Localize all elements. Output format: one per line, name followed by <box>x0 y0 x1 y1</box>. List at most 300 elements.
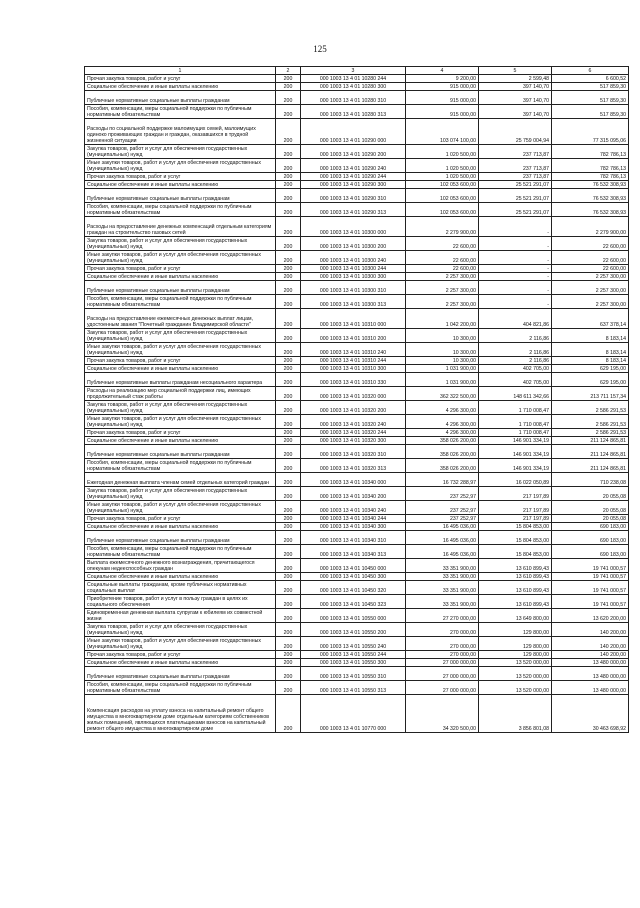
row-classification: 000 1003 13 4 01 10300 244 <box>301 265 406 273</box>
table-row <box>85 581 629 595</box>
row-classification: 000 1003 13 4 01 10320 310 <box>301 445 406 459</box>
table-row <box>85 595 629 609</box>
row-executed-amount: 397 140,70 <box>479 83 552 91</box>
row-approved-amount: 10 300,00 <box>406 329 479 343</box>
row-classification: 000 1003 13 4 01 10450 300 <box>301 573 406 581</box>
row-approved-amount: 33 351 900,00 <box>406 581 479 595</box>
row-name: Прочая закупка товаров, работ и услуг <box>85 357 276 365</box>
row-name: Социальное обеспечение и иные выплаты населению <box>85 523 276 531</box>
row-code: 200 <box>276 415 301 429</box>
row-name: Публичные нормативные социальные выплаты гражданам <box>85 531 276 545</box>
row-executed-amount: 13 520 000,00 <box>479 667 552 681</box>
row-unexecuted-amount: 2 586 291,53 <box>552 401 629 415</box>
row-approved-amount: 9 200,00 <box>406 75 479 83</box>
row-classification: 000 1003 13 4 01 10320 244 <box>301 429 406 437</box>
row-name: Пособия, компенсации, меры социальной поддержки по публичным нормативным обязательствам <box>85 681 276 695</box>
row-executed-amount: 237 713,87 <box>479 173 552 181</box>
row-name: Прочая закупка товаров, работ и услуг <box>85 651 276 659</box>
row-classification: 000 1003 13 4 01 10300 240 <box>301 251 406 265</box>
row-executed-amount: 1 710 008,47 <box>479 429 552 437</box>
row-name: Публичные нормативные социальные выплаты гражданам <box>85 445 276 459</box>
row-classification: 000 1003 13 4 01 10310 000 <box>301 309 406 329</box>
row-classification: 000 1003 13 4 01 10300 200 <box>301 237 406 251</box>
row-name: Приобретение товаров, работ и услуг в пользу граждан в целях их социального обеспечения <box>85 595 276 609</box>
table-row <box>85 329 629 343</box>
row-code: 200 <box>276 387 301 401</box>
table-row <box>85 159 629 173</box>
row-unexecuted-amount: 22 600,00 <box>552 265 629 273</box>
row-classification: 000 1003 13 4 01 10340 313 <box>301 545 406 559</box>
table-row <box>85 309 629 329</box>
column-number-row <box>85 67 629 75</box>
table-row <box>85 75 629 83</box>
row-code: 200 <box>276 667 301 681</box>
row-executed-amount: 237 713,87 <box>479 159 552 173</box>
row-unexecuted-amount: 8 183,14 <box>552 343 629 357</box>
row-approved-amount: 2 279 900,00 <box>406 217 479 237</box>
row-approved-amount: 237 252,97 <box>406 487 479 501</box>
row-name: Ежегодная денежная выплата членам семей отдельных категорий граждан <box>85 473 276 487</box>
row-name: Иные закупки товаров, работ и услуг для обеспечения государственных (муниципальных) нужд <box>85 343 276 357</box>
row-executed-amount: 129 800,00 <box>479 651 552 659</box>
table-row <box>85 401 629 415</box>
row-name: Социальное обеспечение и иные выплаты населению <box>85 365 276 373</box>
row-unexecuted-amount: 211 124 865,81 <box>552 437 629 445</box>
table-row <box>85 119 629 145</box>
row-approved-amount: 2 257 300,00 <box>406 295 479 309</box>
row-code: 200 <box>276 445 301 459</box>
row-code: 200 <box>276 343 301 357</box>
row-code: 200 <box>276 145 301 159</box>
row-code: 200 <box>276 651 301 659</box>
row-name: Прочая закупка товаров, работ и услуг <box>85 173 276 181</box>
row-name: Иные закупки товаров, работ и услуг для обеспечения государственных (муниципальных) нужд <box>85 415 276 429</box>
row-executed-amount: 25 521 291,07 <box>479 181 552 189</box>
row-approved-amount: 237 252,97 <box>406 501 479 515</box>
row-unexecuted-amount: 690 183,00 <box>552 523 629 531</box>
row-unexecuted-amount: 517 859,30 <box>552 83 629 91</box>
row-approved-amount: 16 732 288,97 <box>406 473 479 487</box>
table-row <box>85 83 629 91</box>
row-approved-amount: 27 000 000,00 <box>406 659 479 667</box>
row-unexecuted-amount: 140 200,00 <box>552 651 629 659</box>
table-row <box>85 357 629 365</box>
row-name: Расходы на предоставление ежемесячных денежных выплат лицам, удостоенным звания "Почетный гражданин Владимирской области" <box>85 309 276 329</box>
row-code: 200 <box>276 357 301 365</box>
row-classification: 000 1003 13 4 01 10310 330 <box>301 373 406 387</box>
row-executed-amount: - <box>479 281 552 295</box>
column-header-4: 4 <box>406 67 479 75</box>
row-classification: 000 1003 13 4 01 10300 310 <box>301 281 406 295</box>
row-executed-amount: - <box>479 295 552 309</box>
column-header-1: 1 <box>85 67 276 75</box>
row-approved-amount: 4 296 300,00 <box>406 429 479 437</box>
row-unexecuted-amount: 517 859,30 <box>552 105 629 119</box>
row-code: 200 <box>276 173 301 181</box>
row-code: 200 <box>276 531 301 545</box>
row-code: 200 <box>276 515 301 523</box>
row-approved-amount: 33 351 900,00 <box>406 559 479 573</box>
row-executed-amount: 2 116,86 <box>479 329 552 343</box>
row-name: Иные закупки товаров, работ и услуг для обеспечения государственных (муниципальных) нужд <box>85 637 276 651</box>
row-approved-amount: 16 495 036,00 <box>406 523 479 531</box>
row-code: 200 <box>276 437 301 445</box>
row-approved-amount: 4 296 300,00 <box>406 415 479 429</box>
row-classification: 000 1003 13 4 01 10340 310 <box>301 531 406 545</box>
row-code: 200 <box>276 365 301 373</box>
row-executed-amount: - <box>479 237 552 251</box>
row-name: Социальное обеспечение и иные выплаты населению <box>85 273 276 281</box>
row-executed-amount: 129 800,00 <box>479 637 552 651</box>
row-classification: 000 1003 13 4 01 10340 200 <box>301 487 406 501</box>
row-approved-amount: 358 026 200,00 <box>406 445 479 459</box>
table-row <box>85 343 629 357</box>
row-unexecuted-amount: 20 055,08 <box>552 501 629 515</box>
table-row <box>85 173 629 181</box>
row-code: 200 <box>276 237 301 251</box>
row-classification: 000 1003 13 4 01 10290 000 <box>301 119 406 145</box>
row-code: 200 <box>276 217 301 237</box>
row-code: 200 <box>276 159 301 173</box>
row-name: Публичные нормативные выплаты гражданам несоциального характера <box>85 373 276 387</box>
table-row <box>85 105 629 119</box>
row-name: Публичные нормативные социальные выплаты гражданам <box>85 91 276 105</box>
row-code: 200 <box>276 273 301 281</box>
row-classification: 000 1003 13 4 01 10280 244 <box>301 75 406 83</box>
row-code: 200 <box>276 623 301 637</box>
table-row <box>85 651 629 659</box>
row-code: 200 <box>276 265 301 273</box>
row-classification: 000 1003 13 4 01 10320 313 <box>301 459 406 473</box>
row-name: Социальное обеспечение и иные выплаты населению <box>85 659 276 667</box>
row-classification: 000 1003 13 4 01 10310 240 <box>301 343 406 357</box>
row-executed-amount: - <box>479 251 552 265</box>
row-approved-amount: 1 031 900,00 <box>406 373 479 387</box>
row-name: Иные закупки товаров, работ и услуг для обеспечения государственных (муниципальных) нужд <box>85 501 276 515</box>
row-executed-amount: 237 713,87 <box>479 145 552 159</box>
row-executed-amount: 1 710 008,47 <box>479 401 552 415</box>
row-executed-amount: 217 197,89 <box>479 515 552 523</box>
table-row <box>85 667 629 681</box>
row-approved-amount: 1 020 500,00 <box>406 173 479 181</box>
row-classification: 000 1003 13 4 01 10300 000 <box>301 217 406 237</box>
row-unexecuted-amount: 2 279 900,00 <box>552 217 629 237</box>
row-name: Расходы по социальной поддержке малоимущих семей, малоимущих одиноко проживающих граждан и граждан, оказавшихся в трудной жизненной ситуации <box>85 119 276 145</box>
row-name: Закупка товаров, работ и услуг для обеспечения государственных (муниципальных) нужд <box>85 401 276 415</box>
row-name: Пособия, компенсации, меры социальной поддержки по публичным нормативным обязательствам <box>85 545 276 559</box>
row-unexecuted-amount: 690 183,00 <box>552 545 629 559</box>
page-number: 125 <box>313 44 327 54</box>
row-code: 200 <box>276 295 301 309</box>
row-executed-amount: 217 197,89 <box>479 501 552 515</box>
row-approved-amount: 33 351 900,00 <box>406 595 479 609</box>
column-header-2: 2 <box>276 67 301 75</box>
row-classification: 000 1003 13 4 01 10550 313 <box>301 681 406 695</box>
row-unexecuted-amount: 517 859,30 <box>552 91 629 105</box>
row-unexecuted-amount: 2 586 291,53 <box>552 415 629 429</box>
row-executed-amount: 146 901 334,19 <box>479 437 552 445</box>
table-row <box>85 637 629 651</box>
row-code: 200 <box>276 105 301 119</box>
row-unexecuted-amount: 629 195,00 <box>552 365 629 373</box>
row-name: Расходы на предоставление денежных компенсаций отдельным категориям граждан на строительство газовых сетей <box>85 217 276 237</box>
row-approved-amount: 237 252,97 <box>406 515 479 523</box>
row-approved-amount: 270 000,00 <box>406 651 479 659</box>
row-classification: 000 1003 13 4 01 10310 200 <box>301 329 406 343</box>
row-code: 200 <box>276 459 301 473</box>
row-executed-amount: - <box>479 265 552 273</box>
row-classification: 000 1003 13 4 01 10550 300 <box>301 659 406 667</box>
table-row <box>85 659 629 667</box>
table-row <box>85 145 629 159</box>
row-approved-amount: 362 322 500,00 <box>406 387 479 401</box>
row-classification: 000 1003 13 4 01 10340 244 <box>301 515 406 523</box>
row-name: Социальное обеспечение и иные выплаты населению <box>85 181 276 189</box>
row-executed-amount: 13 520 000,00 <box>479 681 552 695</box>
row-executed-amount: 397 140,70 <box>479 91 552 105</box>
row-executed-amount: 25 521 291,07 <box>479 203 552 217</box>
row-classification: 000 1003 13 4 01 10320 000 <box>301 387 406 401</box>
row-approved-amount: 27 000 000,00 <box>406 667 479 681</box>
row-name: Закупка товаров, работ и услуг для обеспечения государственных (муниципальных) нужд <box>85 145 276 159</box>
table-row <box>85 545 629 559</box>
row-unexecuted-amount: 2 586 291,53 <box>552 429 629 437</box>
row-classification: 000 1003 13 4 01 10320 200 <box>301 401 406 415</box>
row-unexecuted-amount: 77 315 095,06 <box>552 119 629 145</box>
table-row <box>85 501 629 515</box>
row-unexecuted-amount: 19 741 000,57 <box>552 573 629 581</box>
row-classification: 000 1003 13 4 01 10450 323 <box>301 595 406 609</box>
row-code: 200 <box>276 637 301 651</box>
row-unexecuted-amount: 211 124 865,81 <box>552 459 629 473</box>
row-approved-amount: 10 300,00 <box>406 343 479 357</box>
row-unexecuted-amount: 30 463 698,92 <box>552 695 629 733</box>
row-name: Прочая закупка товаров, работ и услуг <box>85 515 276 523</box>
row-code: 200 <box>276 309 301 329</box>
row-executed-amount: 25 521 291,07 <box>479 189 552 203</box>
row-executed-amount: 13 520 000,00 <box>479 659 552 667</box>
row-executed-amount: 3 856 801,08 <box>479 695 552 733</box>
row-name: Социальные выплаты гражданам, кроме публичных нормативных социальных выплат <box>85 581 276 595</box>
row-name: Компенсация расходов на уплату взноса на капитальный ремонт общего имущества в многоквартирном доме отдельным категориям собственников жилых помещений, являющихся плательщиками взносов на капитальный ремонт общего имущества в многоквартирном доме <box>85 695 276 733</box>
row-code: 200 <box>276 75 301 83</box>
row-executed-amount: 15 804 853,00 <box>479 545 552 559</box>
row-executed-amount: 148 611 342,66 <box>479 387 552 401</box>
row-approved-amount: 103 074 100,00 <box>406 119 479 145</box>
table-row <box>85 487 629 501</box>
row-unexecuted-amount: 710 238,08 <box>552 473 629 487</box>
column-header-6: 6 <box>552 67 629 75</box>
row-executed-amount: 402 705,00 <box>479 365 552 373</box>
row-approved-amount: 4 296 300,00 <box>406 401 479 415</box>
row-name: Публичные нормативные социальные выплаты гражданам <box>85 667 276 681</box>
row-name: Социальное обеспечение и иные выплаты населению <box>85 83 276 91</box>
row-unexecuted-amount: 76 532 308,93 <box>552 189 629 203</box>
row-name: Социальное обеспечение и иные выплаты населению <box>85 573 276 581</box>
row-approved-amount: 22 600,00 <box>406 265 479 273</box>
row-executed-amount: - <box>479 217 552 237</box>
row-classification: 000 1003 13 4 01 10550 000 <box>301 609 406 623</box>
row-code: 200 <box>276 595 301 609</box>
row-code: 200 <box>276 91 301 105</box>
table-row <box>85 281 629 295</box>
table-row <box>85 681 629 695</box>
row-classification: 000 1003 13 4 01 10290 310 <box>301 189 406 203</box>
row-approved-amount: 22 600,00 <box>406 237 479 251</box>
table-row <box>85 415 629 429</box>
row-name: Прочая закупка товаров, работ и услуг <box>85 265 276 273</box>
table-row <box>85 203 629 217</box>
row-approved-amount: 27 270 000,00 <box>406 609 479 623</box>
row-approved-amount: 1 020 500,00 <box>406 145 479 159</box>
row-unexecuted-amount: 782 786,13 <box>552 145 629 159</box>
row-approved-amount: 915 000,00 <box>406 105 479 119</box>
table-row <box>85 609 629 623</box>
row-unexecuted-amount: 690 183,00 <box>552 531 629 545</box>
row-name: Иные закупки товаров, работ и услуг для обеспечения государственных (муниципальных) нужд <box>85 159 276 173</box>
row-executed-amount: 146 901 334,19 <box>479 459 552 473</box>
row-unexecuted-amount: 782 786,13 <box>552 173 629 181</box>
row-classification: 000 1003 13 4 01 10340 240 <box>301 501 406 515</box>
row-approved-amount: 102 053 600,00 <box>406 203 479 217</box>
row-executed-amount: 13 649 800,00 <box>479 609 552 623</box>
table-body <box>85 67 629 733</box>
row-code: 200 <box>276 329 301 343</box>
row-code: 200 <box>276 251 301 265</box>
row-code: 200 <box>276 473 301 487</box>
row-classification: 000 1003 13 4 01 10300 313 <box>301 295 406 309</box>
row-code: 200 <box>276 581 301 595</box>
row-name: Закупка товаров, работ и услуг для обеспечения государственных (муниципальных) нужд <box>85 623 276 637</box>
row-unexecuted-amount: 13 480 000,00 <box>552 681 629 695</box>
row-approved-amount: 16 495 036,00 <box>406 545 479 559</box>
row-approved-amount: 22 600,00 <box>406 251 479 265</box>
row-code: 200 <box>276 281 301 295</box>
row-unexecuted-amount: 76 532 308,93 <box>552 203 629 217</box>
row-approved-amount: 358 026 200,00 <box>406 437 479 445</box>
row-unexecuted-amount: 140 200,00 <box>552 637 629 651</box>
table-row <box>85 91 629 105</box>
row-approved-amount: 34 320 500,00 <box>406 695 479 733</box>
row-code: 200 <box>276 189 301 203</box>
table-row <box>85 181 629 189</box>
row-classification: 000 1003 13 4 01 10340 000 <box>301 473 406 487</box>
row-classification: 000 1003 13 4 01 10290 244 <box>301 173 406 181</box>
table-row <box>85 523 629 531</box>
column-header-5: 5 <box>479 67 552 75</box>
row-classification: 000 1003 13 4 01 10340 300 <box>301 523 406 531</box>
row-unexecuted-amount: 782 786,13 <box>552 159 629 173</box>
table-row <box>85 515 629 523</box>
table-row <box>85 189 629 203</box>
row-executed-amount: 13 610 899,43 <box>479 559 552 573</box>
row-executed-amount: 15 804 853,00 <box>479 523 552 531</box>
table-row <box>85 559 629 573</box>
row-name: Закупка товаров, работ и услуг для обеспечения государственных (муниципальных) нужд <box>85 329 276 343</box>
row-code: 200 <box>276 429 301 437</box>
row-approved-amount: 915 000,00 <box>406 91 479 105</box>
row-unexecuted-amount: 213 711 157,34 <box>552 387 629 401</box>
row-unexecuted-amount: 629 195,00 <box>552 373 629 387</box>
row-executed-amount: 13 610 899,43 <box>479 581 552 595</box>
row-name: Пособия, компенсации, меры социальной поддержки по публичным нормативным обязательствам <box>85 203 276 217</box>
row-approved-amount: 10 300,00 <box>406 357 479 365</box>
row-code: 200 <box>276 659 301 667</box>
row-name: Выплата ежемесячного денежного вознаграждения, причитающегося опекунам недееспособных граждан <box>85 559 276 573</box>
row-unexecuted-amount: 19 741 000,57 <box>552 559 629 573</box>
table-row <box>85 273 629 281</box>
row-executed-amount: 2 599,48 <box>479 75 552 83</box>
table-row <box>85 237 629 251</box>
row-executed-amount: 2 116,86 <box>479 343 552 357</box>
row-unexecuted-amount: 13 480 000,00 <box>552 659 629 667</box>
table-row <box>85 251 629 265</box>
row-name: Публичные нормативные социальные выплаты гражданам <box>85 189 276 203</box>
row-classification: 000 1003 13 4 01 10550 310 <box>301 667 406 681</box>
row-code: 200 <box>276 559 301 573</box>
row-classification: 000 1003 13 4 01 10290 300 <box>301 181 406 189</box>
row-approved-amount: 102 053 600,00 <box>406 189 479 203</box>
row-code: 200 <box>276 545 301 559</box>
table-row <box>85 573 629 581</box>
table-row <box>85 387 629 401</box>
row-name: Публичные нормативные социальные выплаты гражданам <box>85 281 276 295</box>
row-approved-amount: 102 053 600,00 <box>406 181 479 189</box>
row-approved-amount: 2 257 300,00 <box>406 281 479 295</box>
row-executed-amount: 15 804 853,00 <box>479 531 552 545</box>
row-unexecuted-amount: 140 200,00 <box>552 623 629 637</box>
table-row <box>85 459 629 473</box>
row-name: Иные закупки товаров, работ и услуг для обеспечения государственных (муниципальных) нужд <box>85 251 276 265</box>
row-classification: 000 1003 13 4 01 10320 300 <box>301 437 406 445</box>
table-row <box>85 531 629 545</box>
row-executed-amount: 2 116,86 <box>479 357 552 365</box>
row-name: Прочая закупка товаров, работ и услуг <box>85 429 276 437</box>
row-unexecuted-amount: 8 183,14 <box>552 357 629 365</box>
table-row <box>85 437 629 445</box>
row-code: 200 <box>276 523 301 531</box>
row-classification: 000 1003 13 4 01 10290 200 <box>301 145 406 159</box>
row-unexecuted-amount: 637 378,14 <box>552 309 629 329</box>
row-name: Социальное обеспечение и иные выплаты населению <box>85 437 276 445</box>
row-code: 200 <box>276 401 301 415</box>
row-unexecuted-amount: 22 600,00 <box>552 251 629 265</box>
row-classification: 000 1003 13 4 01 10290 313 <box>301 203 406 217</box>
row-executed-amount: 16 022 050,89 <box>479 473 552 487</box>
table-row <box>85 473 629 487</box>
row-approved-amount: 1 031 900,00 <box>406 365 479 373</box>
row-classification: 000 1003 13 4 01 10450 320 <box>301 581 406 595</box>
row-classification: 000 1003 13 4 01 10450 000 <box>301 559 406 573</box>
row-name: Пособия, компенсации, меры социальной поддержки по публичным нормативным обязательствам <box>85 295 276 309</box>
column-header-3: 3 <box>301 67 406 75</box>
row-approved-amount: 358 026 200,00 <box>406 459 479 473</box>
table-row <box>85 265 629 273</box>
row-unexecuted-amount: 13 620 200,00 <box>552 609 629 623</box>
row-classification: 000 1003 13 4 01 10290 240 <box>301 159 406 173</box>
table-row <box>85 373 629 387</box>
row-classification: 000 1003 13 4 01 10550 244 <box>301 651 406 659</box>
row-unexecuted-amount: 2 257 300,00 <box>552 273 629 281</box>
row-unexecuted-amount: 2 257 300,00 <box>552 281 629 295</box>
row-code: 200 <box>276 119 301 145</box>
row-approved-amount: 270 000,00 <box>406 623 479 637</box>
row-code: 200 <box>276 501 301 515</box>
row-executed-amount: 146 901 334,19 <box>479 445 552 459</box>
table-row <box>85 429 629 437</box>
row-name: Пособия, компенсации, меры социальной поддержки по публичным нормативным обязательствам <box>85 105 276 119</box>
row-code: 200 <box>276 573 301 581</box>
